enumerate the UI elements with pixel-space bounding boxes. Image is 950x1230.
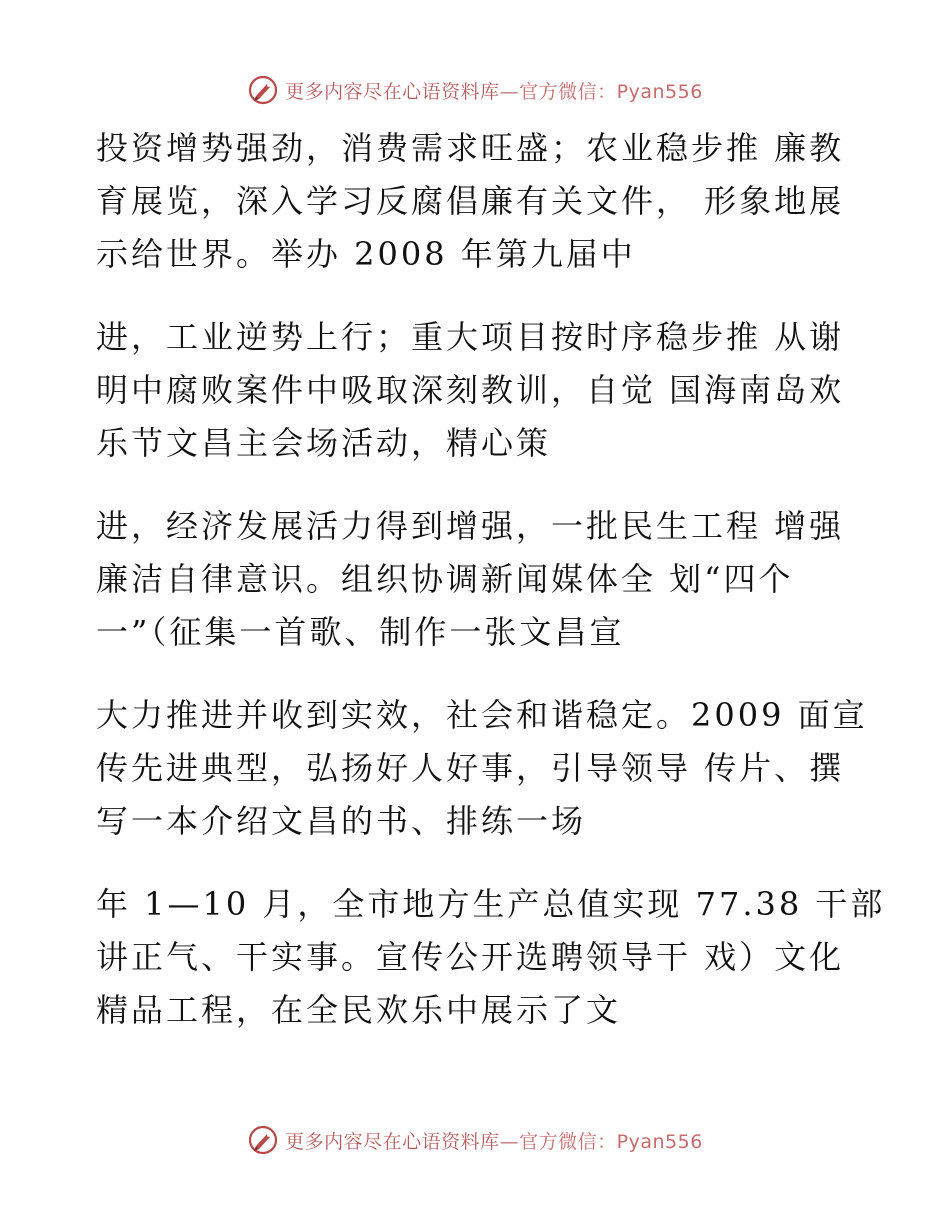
footer-banner-wechat: 官方微信：Pyan556 bbox=[519, 1130, 703, 1153]
text-line: 明中腐败案件中吸取深刻教训，自觉 国海南岛欢 bbox=[96, 371, 845, 409]
text-line: 传先进典型，弘扬好人好事，引导领导 传片、撰 bbox=[96, 749, 845, 787]
text-line: 进，工业逆势上行；重大项目按时序稳步推 从谢 bbox=[96, 318, 845, 356]
text-line: 育展览，深入学习反腐倡廉有关文件， 形象地展 bbox=[96, 182, 845, 220]
footer-banner-separator: — bbox=[499, 1130, 520, 1153]
page-footer bbox=[0, 1120, 950, 1160]
paragraph-5 bbox=[96, 878, 886, 1037]
text-line: 乐节文昌主会场活动，精心策 bbox=[96, 424, 552, 462]
text-line: 廉洁自律意识。组织协调新闻媒体全 划“四个 bbox=[96, 560, 794, 598]
text-line: 投资增势强劲，消费需求旺盛；农业稳步推 廉教 bbox=[96, 129, 845, 167]
paragraph-1 bbox=[96, 122, 856, 281]
footer-banner[interactable] bbox=[247, 1124, 703, 1156]
header-banner-text bbox=[285, 77, 703, 104]
text-line: 年 1—10 月，全市地方生产总值实现 77.38 干部 bbox=[96, 885, 886, 923]
text-line: 精品工程，在全民欢乐中展示了文 bbox=[96, 991, 622, 1029]
text-line: 讲正气、干实事。宣传公开选聘领导干 戏）文化 bbox=[96, 938, 845, 976]
page-header bbox=[0, 70, 950, 110]
text-line: 写一本介绍文昌的书、排练一场 bbox=[96, 802, 587, 840]
paragraph-2 bbox=[96, 311, 856, 470]
footer-banner-main: 更多内容尽在心语资料库 bbox=[285, 1130, 500, 1153]
text-line: 示给世界。举办 2008 年第九届中 bbox=[96, 235, 636, 273]
footer-banner-text bbox=[285, 1127, 703, 1154]
text-line: 进，经济发展活力得到增强，一批民生工程 增强 bbox=[96, 507, 845, 545]
document-body bbox=[96, 122, 886, 1067]
header-banner-wechat: 官方微信：Pyan556 bbox=[519, 80, 703, 103]
text-line: 一”（征集一首歌、制作一张文昌宣 bbox=[96, 613, 625, 651]
header-banner[interactable] bbox=[247, 74, 703, 106]
pen-nib-logo-icon bbox=[247, 74, 279, 106]
header-banner-main: 更多内容尽在心语资料库 bbox=[285, 80, 500, 103]
text-line: 大力推进并收到实效，社会和谐稳定。2009 面宣 bbox=[96, 696, 868, 734]
header-banner-separator: — bbox=[499, 80, 520, 103]
paragraph-3 bbox=[96, 500, 856, 659]
paragraph-4 bbox=[96, 689, 868, 848]
pen-nib-logo-icon bbox=[247, 1124, 279, 1156]
